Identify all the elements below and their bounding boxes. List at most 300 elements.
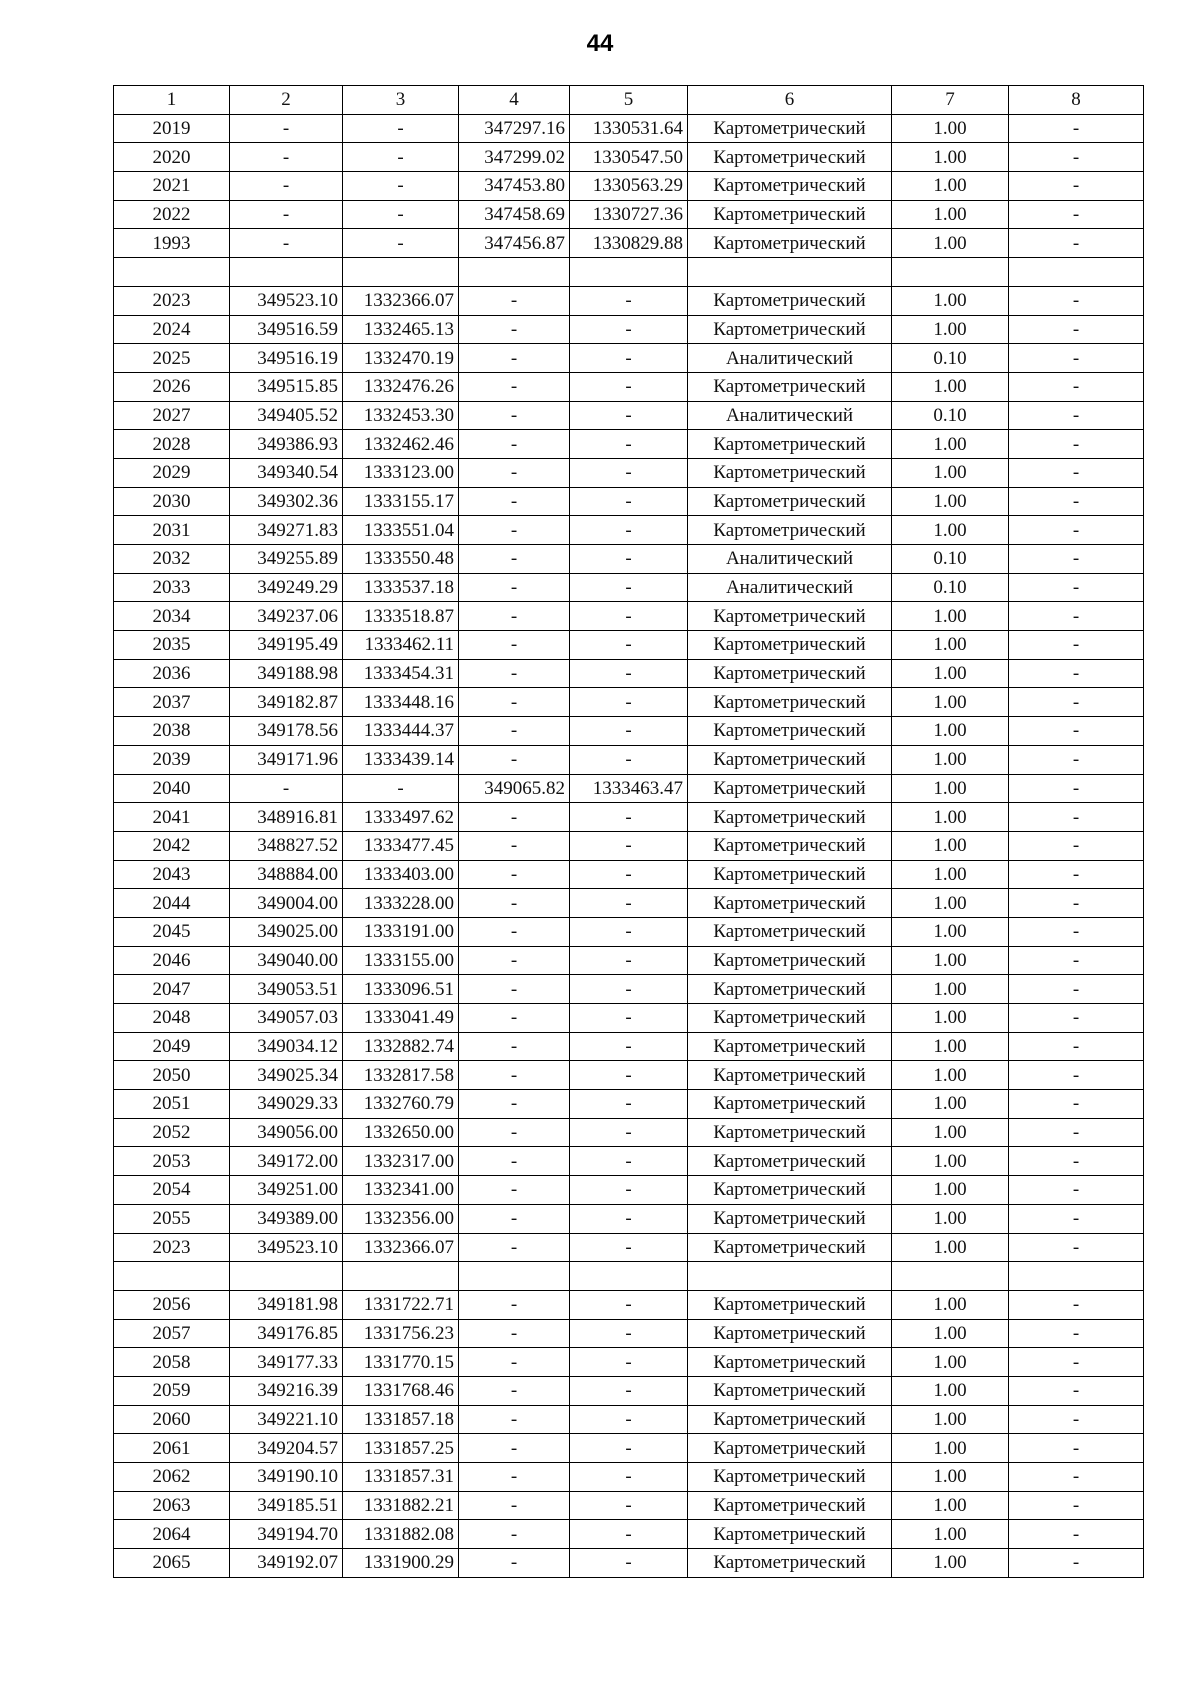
table-cell: - [459, 889, 570, 918]
table-cell [459, 258, 570, 287]
table-cell: - [230, 143, 343, 172]
table-cell: 349029.33 [230, 1090, 343, 1119]
table-row [114, 573, 1144, 602]
table-cell: Картометрический [688, 1520, 892, 1549]
table-cell: - [343, 172, 459, 201]
table-cell: 347458.69 [459, 200, 570, 229]
table-cell [892, 258, 1009, 287]
table-cell: - [570, 315, 688, 344]
table-cell: 348916.81 [230, 803, 343, 832]
table-cell: - [1009, 516, 1144, 545]
column-header: 7 [892, 86, 1009, 115]
table-cell: - [1009, 917, 1144, 946]
table-cell: 1.00 [892, 1434, 1009, 1463]
table-cell: 1331857.25 [343, 1434, 459, 1463]
table-cell: 2023 [114, 1233, 230, 1262]
table-cell: 2064 [114, 1520, 230, 1549]
table-cell: 349195.49 [230, 631, 343, 660]
table-cell: 1332366.07 [343, 286, 459, 315]
table-cell: - [343, 200, 459, 229]
table-cell: 349192.07 [230, 1549, 343, 1578]
table-cell: 349389.00 [230, 1204, 343, 1233]
table-cell [343, 258, 459, 287]
table-cell: 349255.89 [230, 545, 343, 574]
table-cell: - [459, 803, 570, 832]
table-cell: 1.00 [892, 487, 1009, 516]
table-cell: 2026 [114, 372, 230, 401]
table-cell: 1.00 [892, 114, 1009, 143]
table-cell: 1331770.15 [343, 1348, 459, 1377]
table-cell: - [459, 602, 570, 631]
table-cell: 1331857.18 [343, 1405, 459, 1434]
table-cell: 1.00 [892, 143, 1009, 172]
table-cell: 0.10 [892, 344, 1009, 373]
table-cell: - [459, 516, 570, 545]
table-cell: 1331756.23 [343, 1319, 459, 1348]
table-cell: - [459, 1004, 570, 1033]
table-cell: Картометрический [688, 487, 892, 516]
table-cell: - [570, 602, 688, 631]
table-cell: 1330829.88 [570, 229, 688, 258]
table-cell: - [1009, 631, 1144, 660]
table-cell: 349340.54 [230, 458, 343, 487]
coordinates-table [113, 85, 1144, 1578]
table-row [114, 458, 1144, 487]
table-cell: 1.00 [892, 1405, 1009, 1434]
table-cell: - [570, 430, 688, 459]
table-cell: - [570, 1520, 688, 1549]
table-cell: - [459, 1463, 570, 1492]
table-cell: - [459, 286, 570, 315]
table-cell: 1.00 [892, 1118, 1009, 1147]
table-row [114, 114, 1144, 143]
table-cell: 348827.52 [230, 831, 343, 860]
table-cell: 349237.06 [230, 602, 343, 631]
table-cell: - [1009, 372, 1144, 401]
table-cell: - [1009, 200, 1144, 229]
table-cell: 2045 [114, 917, 230, 946]
table-cell: 1.00 [892, 688, 1009, 717]
table-row [114, 172, 1144, 201]
table-cell: 2055 [114, 1204, 230, 1233]
table-cell: 0.10 [892, 573, 1009, 602]
table-cell: 2024 [114, 315, 230, 344]
table-cell [570, 1262, 688, 1291]
table-row [114, 1463, 1144, 1492]
table-cell: - [230, 229, 343, 258]
table-cell: - [1009, 286, 1144, 315]
table-cell: 349302.36 [230, 487, 343, 516]
table-cell: 2049 [114, 1032, 230, 1061]
table-cell: - [459, 545, 570, 574]
table-cell: - [570, 1233, 688, 1262]
table-cell: 1332882.74 [343, 1032, 459, 1061]
table-cell: 1.00 [892, 229, 1009, 258]
table-row [114, 659, 1144, 688]
table-cell: 1331900.29 [343, 1549, 459, 1578]
table-row [114, 946, 1144, 975]
table-cell: Картометрический [688, 1004, 892, 1033]
table-cell: - [1009, 458, 1144, 487]
table-cell: 349034.12 [230, 1032, 343, 1061]
table-cell: 349515.85 [230, 372, 343, 401]
table-cell: 349405.52 [230, 401, 343, 430]
table-cell: - [1009, 860, 1144, 889]
table-cell: Картометрический [688, 1405, 892, 1434]
table-cell: 349251.00 [230, 1176, 343, 1205]
table-cell: 349065.82 [459, 774, 570, 803]
table-cell: 1332356.00 [343, 1204, 459, 1233]
table-cell: Картометрический [688, 516, 892, 545]
table-cell: - [1009, 1319, 1144, 1348]
table-cell: 1.00 [892, 917, 1009, 946]
table-cell: 1332465.13 [343, 315, 459, 344]
table-cell: - [230, 172, 343, 201]
table-cell: 1332341.00 [343, 1176, 459, 1205]
table-cell: Картометрический [688, 717, 892, 746]
table-cell: - [570, 831, 688, 860]
table-cell: 2063 [114, 1491, 230, 1520]
table-cell: - [1009, 1376, 1144, 1405]
table-cell: - [1009, 172, 1144, 201]
table-cell: - [459, 1204, 570, 1233]
table-cell: - [570, 1147, 688, 1176]
blank-separator-row [114, 258, 1144, 287]
table-cell: 1.00 [892, 1090, 1009, 1119]
table-cell: 1.00 [892, 659, 1009, 688]
table-cell: - [570, 631, 688, 660]
table-cell: 1331882.21 [343, 1491, 459, 1520]
table-cell: - [570, 1118, 688, 1147]
table-cell: 1333191.00 [343, 917, 459, 946]
table-cell: Картометрический [688, 1434, 892, 1463]
table-cell: - [459, 1061, 570, 1090]
table-cell: 1.00 [892, 458, 1009, 487]
table-cell: 1.00 [892, 1147, 1009, 1176]
table-cell: 2042 [114, 831, 230, 860]
table-cell: 349053.51 [230, 975, 343, 1004]
table-cell: 1993 [114, 229, 230, 258]
table-cell: - [570, 286, 688, 315]
table-cell: Картометрический [688, 946, 892, 975]
table-cell: 1333228.00 [343, 889, 459, 918]
table-cell: 349185.51 [230, 1491, 343, 1520]
table-cell: - [1009, 1204, 1144, 1233]
table-cell: - [1009, 1004, 1144, 1033]
table-cell: - [570, 1176, 688, 1205]
table-row [114, 688, 1144, 717]
table-cell: 2057 [114, 1319, 230, 1348]
table-row [114, 1004, 1144, 1033]
table-cell: 349516.59 [230, 315, 343, 344]
table-cell: 349176.85 [230, 1319, 343, 1348]
table-cell: - [570, 516, 688, 545]
table-body [114, 114, 1144, 1577]
table-cell: - [459, 946, 570, 975]
table-row [114, 229, 1144, 258]
table-cell: - [459, 1233, 570, 1262]
table-cell: 349194.70 [230, 1520, 343, 1549]
table-cell: - [1009, 1549, 1144, 1578]
table-cell: 349190.10 [230, 1463, 343, 1492]
table-cell: - [1009, 1491, 1144, 1520]
table-cell: Картометрический [688, 1319, 892, 1348]
table-cell: - [459, 372, 570, 401]
table-cell: - [459, 344, 570, 373]
table-cell: - [230, 200, 343, 229]
table-cell: 1.00 [892, 1061, 1009, 1090]
table-row [114, 745, 1144, 774]
table-row [114, 889, 1144, 918]
table-cell: - [459, 1147, 570, 1176]
table-cell: 349025.00 [230, 917, 343, 946]
table-row [114, 1147, 1144, 1176]
table-row [114, 803, 1144, 832]
table-row [114, 1491, 1144, 1520]
table-cell: Аналитический [688, 545, 892, 574]
table-cell: 1333462.11 [343, 631, 459, 660]
table-cell [892, 1262, 1009, 1291]
table-cell: Картометрический [688, 860, 892, 889]
table-cell: - [570, 688, 688, 717]
table-cell: Картометрический [688, 688, 892, 717]
table-cell: - [570, 573, 688, 602]
table-cell: - [570, 1319, 688, 1348]
table-cell: - [1009, 774, 1144, 803]
table-cell: - [459, 1491, 570, 1520]
table-cell: Картометрический [688, 286, 892, 315]
table-cell: 1.00 [892, 1348, 1009, 1377]
table-cell: - [459, 1405, 570, 1434]
table-cell: - [570, 1061, 688, 1090]
table-cell: 1.00 [892, 200, 1009, 229]
table-cell: 2043 [114, 860, 230, 889]
table-cell: - [459, 659, 570, 688]
table-cell: 1333537.18 [343, 573, 459, 602]
table-cell [688, 258, 892, 287]
table-row [114, 1319, 1144, 1348]
table-cell: 1332462.46 [343, 430, 459, 459]
table-cell: 1333551.04 [343, 516, 459, 545]
table-cell: - [459, 458, 570, 487]
table-row [114, 1405, 1144, 1434]
table-cell: Картометрический [688, 975, 892, 1004]
table-cell: 2053 [114, 1147, 230, 1176]
table-cell: 1.00 [892, 803, 1009, 832]
table-cell: Картометрический [688, 659, 892, 688]
table-cell: 1332650.00 [343, 1118, 459, 1147]
table-cell: 2065 [114, 1549, 230, 1578]
table-cell: - [1009, 1061, 1144, 1090]
table-cell: 1331722.71 [343, 1290, 459, 1319]
table-cell: 1.00 [892, 1032, 1009, 1061]
column-header: 1 [114, 86, 230, 115]
table-cell: - [1009, 1090, 1144, 1119]
table-cell: 1.00 [892, 946, 1009, 975]
table-cell: - [570, 1348, 688, 1377]
table-cell [1009, 1262, 1144, 1291]
table-cell: 349177.33 [230, 1348, 343, 1377]
table-cell: 349386.93 [230, 430, 343, 459]
table-cell: - [570, 458, 688, 487]
table-cell: 347453.80 [459, 172, 570, 201]
table-cell: - [459, 631, 570, 660]
table-cell: - [1009, 659, 1144, 688]
table-cell: - [459, 1520, 570, 1549]
table-cell: 1333096.51 [343, 975, 459, 1004]
table-cell: 1333518.87 [343, 602, 459, 631]
table-row [114, 286, 1144, 315]
table-cell: Картометрический [688, 917, 892, 946]
table-cell: 2041 [114, 803, 230, 832]
table-cell: 1333463.47 [570, 774, 688, 803]
table-cell: Картометрический [688, 889, 892, 918]
table-row [114, 1176, 1144, 1205]
table-cell: - [1009, 831, 1144, 860]
table-cell: 349004.00 [230, 889, 343, 918]
table-cell [459, 1262, 570, 1291]
table-cell: 348884.00 [230, 860, 343, 889]
table-cell: - [570, 487, 688, 516]
table-cell: 1.00 [892, 286, 1009, 315]
table-cell: - [459, 315, 570, 344]
table-cell: 1333439.14 [343, 745, 459, 774]
table-cell: 1.00 [892, 1176, 1009, 1205]
table-cell: Картометрический [688, 1147, 892, 1176]
table-cell: 2050 [114, 1061, 230, 1090]
table-cell: 1333155.17 [343, 487, 459, 516]
table-cell: - [459, 1348, 570, 1377]
table-cell: 1.00 [892, 1004, 1009, 1033]
table-cell: - [459, 1118, 570, 1147]
table-row [114, 1290, 1144, 1319]
table-cell: 2033 [114, 573, 230, 602]
table-cell: 2028 [114, 430, 230, 459]
table-cell: 1.00 [892, 1463, 1009, 1492]
table-cell: 2030 [114, 487, 230, 516]
table-cell: - [570, 1463, 688, 1492]
table-cell: - [343, 114, 459, 143]
table-cell: 1.00 [892, 889, 1009, 918]
table-cell: 1333454.31 [343, 659, 459, 688]
table-cell: - [1009, 1290, 1144, 1319]
table-cell: - [1009, 1147, 1144, 1176]
table-cell: Картометрический [688, 1233, 892, 1262]
table-cell: - [1009, 1032, 1144, 1061]
table-cell: 349523.10 [230, 286, 343, 315]
table-cell: Картометрический [688, 372, 892, 401]
table-cell: - [459, 1176, 570, 1205]
table-cell: 2047 [114, 975, 230, 1004]
table-cell: Картометрический [688, 1549, 892, 1578]
table-header-row [114, 86, 1144, 115]
table-cell [230, 1262, 343, 1291]
table-row [114, 1434, 1144, 1463]
table-row [114, 1032, 1144, 1061]
table-cell: - [570, 1434, 688, 1463]
table-cell: 1333497.62 [343, 803, 459, 832]
table-cell: - [230, 114, 343, 143]
table-cell: Картометрический [688, 143, 892, 172]
table-cell: - [459, 860, 570, 889]
table-cell: 2054 [114, 1176, 230, 1205]
table-cell: 1331857.31 [343, 1463, 459, 1492]
table-cell: 1.00 [892, 745, 1009, 774]
table-cell: Картометрический [688, 774, 892, 803]
table-cell: 1332817.58 [343, 1061, 459, 1090]
table-cell: 1333550.48 [343, 545, 459, 574]
table-cell: Картометрический [688, 1032, 892, 1061]
table-cell: Картометрический [688, 831, 892, 860]
table-cell: - [570, 1204, 688, 1233]
table-cell: 349249.29 [230, 573, 343, 602]
table-cell: 349171.96 [230, 745, 343, 774]
table-cell: 2029 [114, 458, 230, 487]
table-cell: - [570, 889, 688, 918]
table-cell: - [570, 717, 688, 746]
table-cell: - [459, 487, 570, 516]
table-cell: 349271.83 [230, 516, 343, 545]
table-cell: 1333123.00 [343, 458, 459, 487]
table-cell: - [1009, 946, 1144, 975]
table-row [114, 401, 1144, 430]
table-cell: - [1009, 803, 1144, 832]
table-cell: 1330547.50 [570, 143, 688, 172]
table-cell: 2048 [114, 1004, 230, 1033]
table-cell: - [1009, 401, 1144, 430]
table-cell: - [570, 659, 688, 688]
table-cell: 1.00 [892, 1376, 1009, 1405]
table-cell: 2020 [114, 143, 230, 172]
table-cell: - [459, 1032, 570, 1061]
table-row [114, 1090, 1144, 1119]
table-cell: 1333155.00 [343, 946, 459, 975]
table-cell: 2060 [114, 1405, 230, 1434]
column-header: 5 [570, 86, 688, 115]
table-cell: Картометрический [688, 1376, 892, 1405]
table-cell: - [343, 774, 459, 803]
table-cell: 1.00 [892, 831, 1009, 860]
table-cell: 349056.00 [230, 1118, 343, 1147]
table-cell: - [570, 372, 688, 401]
table-cell: 349178.56 [230, 717, 343, 746]
table-cell: 1330727.36 [570, 200, 688, 229]
table-cell: 1.00 [892, 430, 1009, 459]
table-cell: 1332760.79 [343, 1090, 459, 1119]
table-cell: - [1009, 717, 1144, 746]
table-cell: 2032 [114, 545, 230, 574]
table-cell: 2046 [114, 946, 230, 975]
table-row [114, 315, 1144, 344]
table-cell: 1331882.08 [343, 1520, 459, 1549]
table-cell: 0.10 [892, 401, 1009, 430]
table-cell: - [459, 401, 570, 430]
table-cell: - [570, 1290, 688, 1319]
table-cell: 349216.39 [230, 1376, 343, 1405]
table-cell: 1.00 [892, 372, 1009, 401]
table-cell: - [1009, 344, 1144, 373]
table-cell: Картометрический [688, 1491, 892, 1520]
table-cell: 2052 [114, 1118, 230, 1147]
column-header: 3 [343, 86, 459, 115]
table-cell: - [570, 1032, 688, 1061]
table-cell: Картометрический [688, 1348, 892, 1377]
table-cell: 1333403.00 [343, 860, 459, 889]
table-cell: 2039 [114, 745, 230, 774]
table-cell: - [1009, 745, 1144, 774]
table-cell: - [1009, 487, 1144, 516]
table-cell: - [1009, 229, 1144, 258]
